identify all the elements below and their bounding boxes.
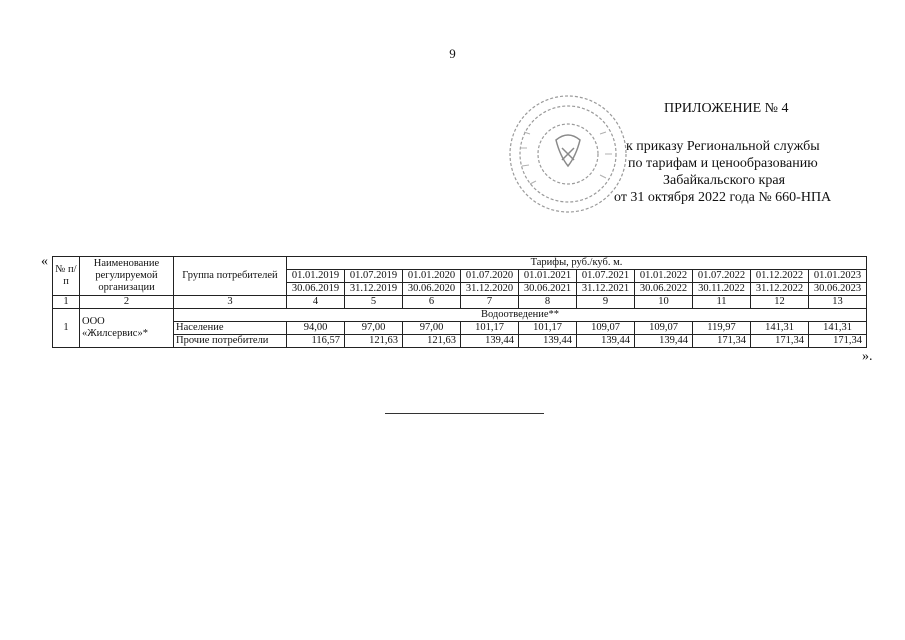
col-number: 10 <box>635 296 693 309</box>
period-to: 31.12.2022 <box>751 283 809 296</box>
opening-quote: « <box>41 254 48 269</box>
period-from: 01.07.2020 <box>461 270 519 283</box>
tariff-value: 94,00 <box>287 322 345 335</box>
period-from: 01.01.2023 <box>809 270 867 283</box>
tariff-value: 139,44 <box>519 335 577 348</box>
tariff-value: 171,34 <box>809 335 867 348</box>
closing-quote: ». <box>862 349 873 364</box>
tariff-value: 109,07 <box>577 322 635 335</box>
table-row <box>53 335 867 348</box>
appendix-line-2: по тарифам и ценообразованию <box>628 156 818 171</box>
tariff-value: 97,00 <box>403 322 461 335</box>
official-seal-stamp <box>506 92 630 216</box>
period-from: 01.01.2021 <box>519 270 577 283</box>
period-from: 01.01.2019 <box>287 270 345 283</box>
period-to: 30.11.2022 <box>693 283 751 296</box>
col-number: 7 <box>461 296 519 309</box>
page-number: 9 <box>449 46 456 61</box>
tariff-value: 119,97 <box>693 322 751 335</box>
appendix-line-4: от 31 октября 2022 года № 660-НПА <box>614 190 832 205</box>
col-number: 9 <box>577 296 635 309</box>
col-number: 8 <box>519 296 577 309</box>
row-service: Водоотведение** <box>174 309 867 322</box>
tariff-value: 101,17 <box>519 322 577 335</box>
appendix-title: ПРИЛОЖЕНИЕ № 4 <box>664 101 789 116</box>
period-to: 30.06.2022 <box>635 283 693 296</box>
appendix-line-1: к приказу Региональной службы <box>626 139 820 154</box>
appendix-line-3: Забайкальского края <box>663 173 786 188</box>
group-name: Прочие потребители <box>174 335 287 348</box>
col-number: 6 <box>403 296 461 309</box>
table-row <box>53 322 867 335</box>
tariff-value: 171,34 <box>693 335 751 348</box>
period-to: 31.12.2019 <box>345 283 403 296</box>
header-org: Наименование регулируемой организации <box>80 257 174 296</box>
col-number: 5 <box>345 296 403 309</box>
period-from: 01.07.2021 <box>577 270 635 283</box>
row-org: ООО «Жилсервис»* <box>80 309 174 348</box>
header-tariffs: Тарифы, руб./куб. м. <box>287 257 867 270</box>
tariff-value: 139,44 <box>461 335 519 348</box>
header-group: Группа потребителей <box>174 257 287 296</box>
tariff-value: 139,44 <box>577 335 635 348</box>
period-from: 01.12.2022 <box>751 270 809 283</box>
tariff-value: 97,00 <box>345 322 403 335</box>
col-number: 12 <box>751 296 809 309</box>
period-to: 30.06.2021 <box>519 283 577 296</box>
tariff-value: 141,31 <box>751 322 809 335</box>
period-from: 01.07.2019 <box>345 270 403 283</box>
tariff-value: 109,07 <box>635 322 693 335</box>
col-number: 2 <box>80 296 174 309</box>
tariff-value: 141,31 <box>809 322 867 335</box>
tariff-value: 171,34 <box>751 335 809 348</box>
tariff-value: 121,63 <box>403 335 461 348</box>
col-number: 13 <box>809 296 867 309</box>
tariff-table <box>52 256 867 348</box>
period-to: 31.12.2021 <box>577 283 635 296</box>
period-from: 01.01.2022 <box>635 270 693 283</box>
period-to: 30.06.2020 <box>403 283 461 296</box>
col-number: 3 <box>174 296 287 309</box>
period-to: 30.06.2019 <box>287 283 345 296</box>
footer-divider <box>385 413 544 414</box>
col-number: 1 <box>53 296 80 309</box>
row-num: 1 <box>53 309 80 348</box>
col-number: 4 <box>287 296 345 309</box>
period-from: 01.01.2020 <box>403 270 461 283</box>
col-number: 11 <box>693 296 751 309</box>
tariff-value: 116,57 <box>287 335 345 348</box>
tariff-value: 121,63 <box>345 335 403 348</box>
header-num: № п/п <box>53 257 80 296</box>
period-to: 31.12.2020 <box>461 283 519 296</box>
period-to: 30.06.2023 <box>809 283 867 296</box>
group-name: Население <box>174 322 287 335</box>
period-from: 01.07.2022 <box>693 270 751 283</box>
tariff-value: 139,44 <box>635 335 693 348</box>
tariff-value: 101,17 <box>461 322 519 335</box>
